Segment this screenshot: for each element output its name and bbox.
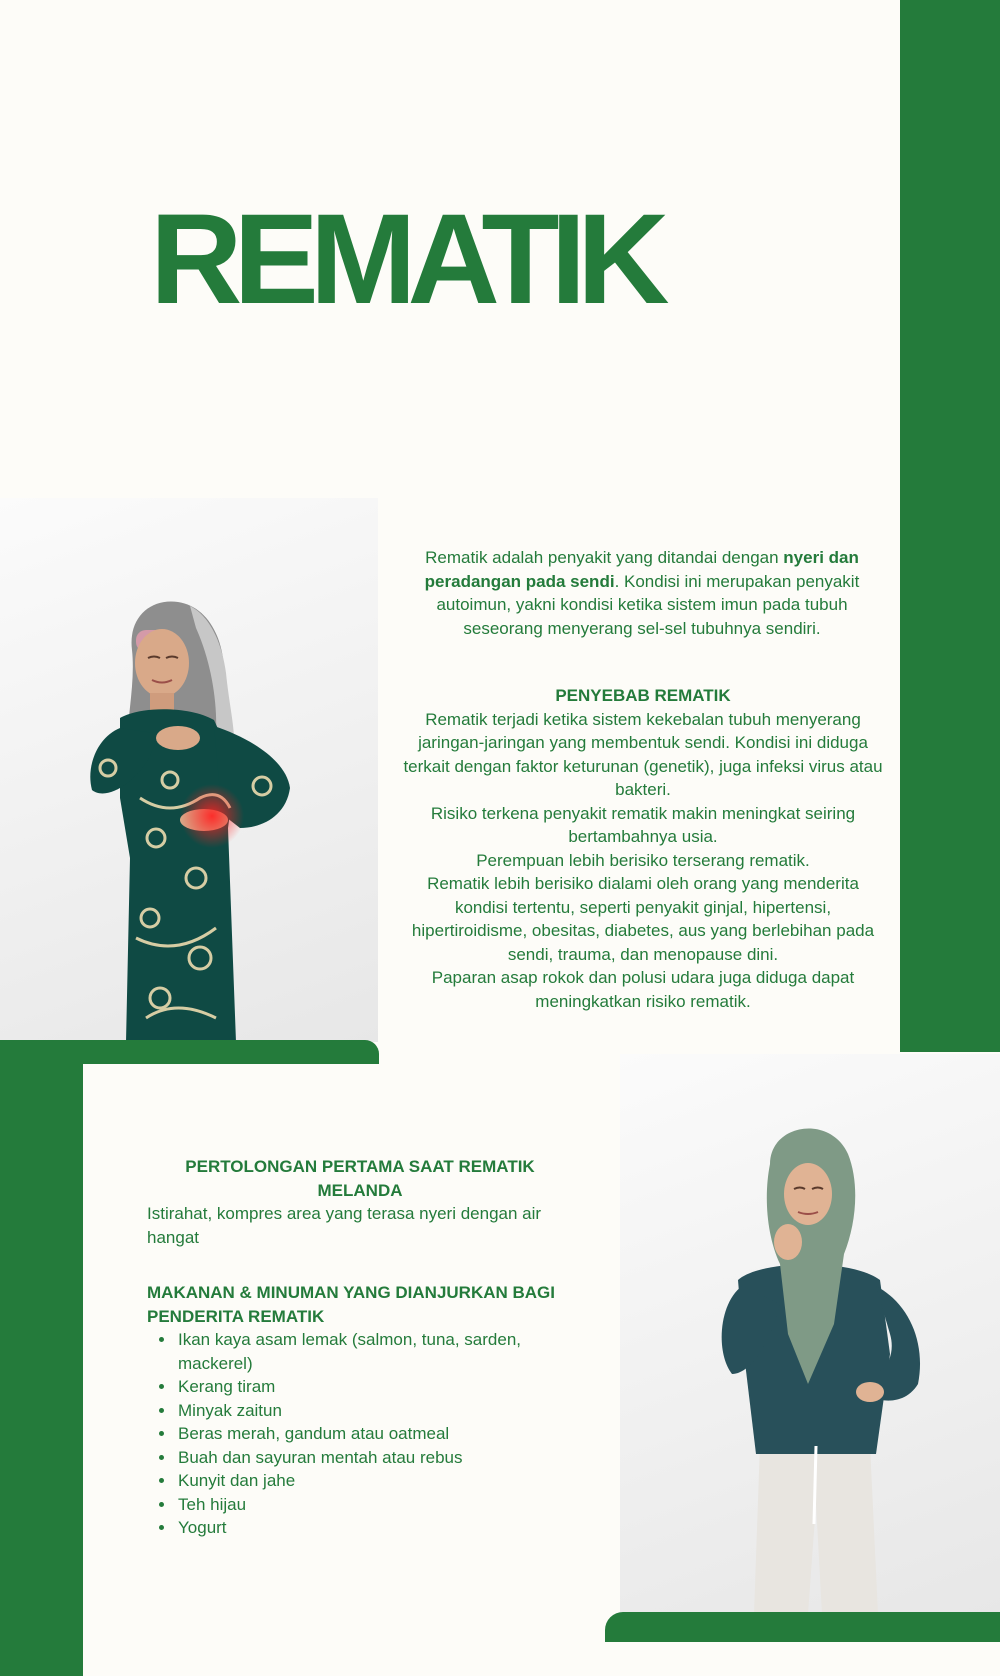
- first-aid-text: Istirahat, kompres area yang terasa nyeri dengan air hangat: [147, 1204, 542, 1247]
- right-green-band: [900, 0, 1000, 1052]
- food-list-item: • Beras merah, gandum atau oatmeal: [176, 1422, 596, 1446]
- cause-paragraph: Perempuan lebih berisiko terserang rematik.: [476, 850, 810, 870]
- food-list-item: • Kerang tiram: [176, 1375, 596, 1399]
- food-list-item: • Kunyit dan jahe: [176, 1469, 596, 1493]
- food-heading: MAKANAN & MINUMAN YANG DIANJURKAN BAGI PENDERITA REMATIK: [147, 1283, 556, 1326]
- cause-section: [402, 684, 884, 1013]
- intro-text-end: . Kondisi ini merupakan penyakit autoimun, yakni kondisi ketika sistem imun pada tubuh seseorang menyerang sel-sel tubuhnya sendiri.: [436, 571, 860, 638]
- photo-woman-back-pain: [0, 498, 378, 1042]
- cause-heading: PENYEBAB REMATIK: [555, 686, 731, 705]
- intro-paragraph: [403, 546, 881, 640]
- food-list-item: • Teh hijau: [176, 1493, 596, 1517]
- left-green-band: [0, 1040, 83, 1676]
- intro-text-start: Rematik adalah penyakit yang ditandai dengan: [425, 548, 784, 567]
- cause-paragraph: Rematik lebih berisiko dialami oleh orang yang menderita kondisi tertentu, seperti penyakit ginjal, hipertensi, hipertiroidisme, obesitas, diabetes, aus yang berlebihan pada sendi, trauma, dan menopause dini.: [411, 874, 875, 964]
- food-list-item: • Buah dan sayuran mentah atau rebus: [176, 1446, 596, 1470]
- page-title: REMATIK: [150, 188, 661, 331]
- photo2-green-ledge: [605, 1612, 1000, 1642]
- intro-text-bold: nyeri dan peradangan pada sendi: [424, 548, 859, 591]
- cause-paragraph: Paparan asap rokok dan polusi udara juga diduga dapat meningkatkan risiko rematik.: [431, 968, 855, 1011]
- food-list-item: • Yogurt: [176, 1516, 596, 1540]
- photo1-green-ledge: [0, 1040, 379, 1064]
- food-list-item: • Minyak zaitun: [176, 1399, 596, 1423]
- photo-woman-neck-pain: [620, 1054, 1000, 1614]
- woman-neck-pain-illustration: [620, 1054, 1000, 1614]
- food-list-item: • Ikan kaya asam lemak (salmon, tuna, sarden, mackerel): [176, 1328, 596, 1375]
- woman-back-pain-illustration: [0, 498, 378, 1042]
- cause-paragraph: Risiko terkena penyakit rematik makin meningkat seiring bertambahnya usia.: [430, 803, 856, 846]
- first-aid-heading: PERTOLONGAN PERTAMA SAAT REMATIK MELANDA: [185, 1157, 535, 1200]
- cause-paragraph: Rematik terjadi ketika sistem kekebalan tubuh menyerang jaringan-jaringan yang membentuk sendi. Kondisi ini diduga terkait dengan faktor keturunan (genetik), juga infeksi virus atau bakteri.: [403, 709, 883, 799]
- food-list: [160, 1328, 596, 1540]
